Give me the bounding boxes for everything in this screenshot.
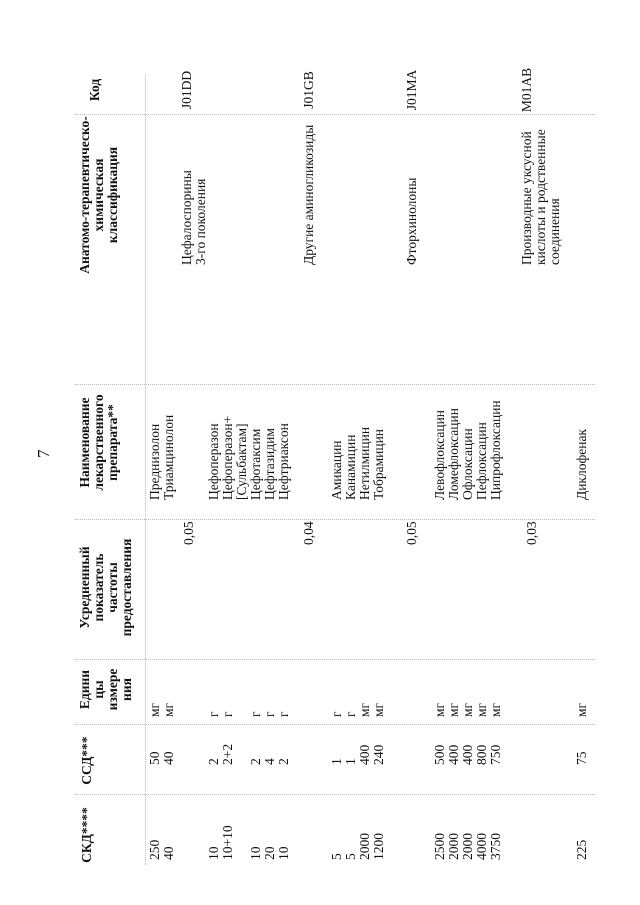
atc-code: J01GB: [301, 71, 316, 109]
drug-unit: мг: [460, 702, 475, 717]
drug-skd: 2000: [460, 833, 475, 860]
drug-ssd: 2: [206, 758, 221, 765]
drug-ssd: 50: [147, 751, 162, 765]
atc-class: Цефалоспорины: [179, 170, 194, 265]
drug-unit: мг: [357, 702, 372, 717]
drug-name: Преднизолон: [147, 423, 162, 500]
drug-unit: г: [220, 711, 235, 717]
drug-unit: г: [206, 711, 221, 717]
drug-unit: мг: [446, 702, 461, 717]
drug-name: Офлоксацин: [460, 428, 475, 500]
atc-code: J01DD: [179, 70, 194, 110]
drug-name: Левофлоксацин: [432, 409, 447, 500]
drug-skd: 250: [147, 839, 162, 860]
header-unit-line: Едини: [77, 669, 92, 710]
drug-unit: г: [262, 711, 277, 717]
drug-name: Цефтриаксон: [276, 423, 291, 500]
atc-class: соединения: [547, 198, 562, 265]
frequency-value: 0,04: [301, 521, 316, 545]
drug-skd: 5: [329, 853, 344, 860]
header-unit-line: измере: [105, 668, 120, 711]
drug-ssd: 400: [357, 744, 372, 765]
frequency-value: 0,05: [404, 521, 419, 545]
header-frequency-line: показатель: [91, 553, 106, 622]
drug-name: Цефтазидим: [262, 428, 277, 500]
header-atc-line: Анатомо-терапевтическо-: [77, 116, 92, 274]
drug-name: Цефоперазон: [206, 423, 221, 500]
atc-code: M01AB: [519, 67, 534, 113]
drug-unit: мг: [574, 702, 589, 717]
header-skd: СКД****: [79, 807, 94, 863]
page-number: 7: [34, 449, 53, 458]
header-frequency-line: частоты: [105, 562, 120, 613]
atc-class: Фторхинолоны: [404, 177, 419, 265]
header-unit: [78, 662, 134, 717]
drug-unit: г: [248, 711, 263, 717]
drug-name: Ломефлоксацин: [446, 408, 461, 500]
header-atc-line: химическая: [91, 158, 106, 232]
drug-name: Пефлоксацин: [474, 422, 489, 500]
atc-code: J01MA: [404, 69, 419, 111]
drug-ssd: 75: [574, 751, 589, 765]
drug-name: Тобрамицин: [371, 428, 386, 500]
drug-ssd: 750: [488, 744, 503, 765]
column-divider: [75, 384, 595, 385]
drug-ssd: 2: [248, 758, 263, 765]
drug-name: Цефоперазон+: [220, 415, 235, 500]
header-drug-line: препарата**: [105, 404, 120, 481]
drug-skd: 20: [262, 846, 277, 860]
column-divider: [75, 724, 595, 725]
drug-ssd: 800: [474, 744, 489, 765]
drug-ssd: 400: [460, 744, 475, 765]
drug-ssd: 2+2: [220, 743, 235, 765]
header-code: Код: [87, 78, 102, 102]
column-divider: [75, 114, 595, 115]
drug-skd: 225: [574, 839, 589, 860]
frequency-value: 0,03: [524, 521, 539, 545]
drug-unit: мг: [371, 702, 386, 717]
drug-ssd: 1: [329, 758, 344, 765]
drug-name: Нетилмицин: [357, 426, 372, 500]
header-frequency-line: предоставления: [119, 538, 134, 637]
header-frequency: [78, 525, 134, 650]
drug-unit: г: [329, 711, 344, 717]
drug-name: Триамцинолон: [161, 414, 176, 500]
drug-unit: г: [276, 711, 291, 717]
header-atc: [78, 115, 120, 275]
drug-ssd: 2: [276, 758, 291, 765]
drug-skd: 10: [248, 846, 263, 860]
drug-skd: 2000: [446, 833, 461, 860]
atc-class: 3-го поколения: [193, 178, 208, 265]
drug-ssd: 400: [446, 744, 461, 765]
header-rule: [145, 75, 146, 865]
drug-unit: мг: [474, 702, 489, 717]
header-atc-line: классификация: [105, 146, 120, 244]
drug-unit: мг: [432, 702, 447, 717]
drug-ssd: 500: [432, 744, 447, 765]
header-unit-line: ния: [119, 678, 134, 701]
drug-skd: 10: [276, 846, 291, 860]
drug-name: Ципрофлоксацин: [488, 400, 503, 500]
column-divider: [75, 519, 595, 520]
header-frequency-line: Усредненный: [77, 546, 92, 629]
drug-name: Цефотаксим: [248, 428, 263, 500]
header-ssd: ССД***: [79, 736, 94, 785]
drug-unit: мг: [488, 702, 503, 717]
drug-ssd: 4: [262, 758, 277, 765]
header-drug: [78, 385, 120, 500]
drug-skd: 1200: [371, 833, 386, 860]
drug-name: Амикацин: [329, 440, 344, 500]
header-unit-line: цы: [91, 680, 106, 699]
drug-unit: мг: [147, 702, 162, 717]
drug-skd: 4000: [474, 833, 489, 860]
atc-class: кислоты и родственные: [533, 129, 548, 265]
header-drug-line: лекарственного: [91, 394, 106, 491]
atc-class: Производные уксусной: [519, 131, 534, 265]
column-divider: [75, 659, 595, 660]
drug-skd: 40: [161, 846, 176, 860]
drug-ssd: 1: [343, 758, 358, 765]
drug-skd: 3750: [488, 833, 503, 860]
atc-class: Другие аминогликозиды: [301, 124, 316, 265]
drug-skd: 2000: [357, 833, 372, 860]
drug-skd: 2500: [432, 833, 447, 860]
drug-name: [Сульбактам]: [234, 423, 249, 500]
header-drug-line: Наименование: [77, 397, 92, 488]
drug-name: Канамицин: [343, 434, 358, 500]
column-divider: [75, 794, 595, 795]
drug-skd: 10+10: [220, 825, 235, 860]
drug-name: Диклофенак: [574, 429, 589, 500]
drug-unit: г: [343, 711, 358, 717]
drug-unit: мг: [161, 702, 176, 717]
drug-skd: 10: [206, 846, 221, 860]
drug-ssd: 40: [161, 751, 176, 765]
drug-ssd: 240: [371, 744, 386, 765]
frequency-value: 0,05: [181, 521, 196, 545]
drug-skd: 5: [343, 853, 358, 860]
